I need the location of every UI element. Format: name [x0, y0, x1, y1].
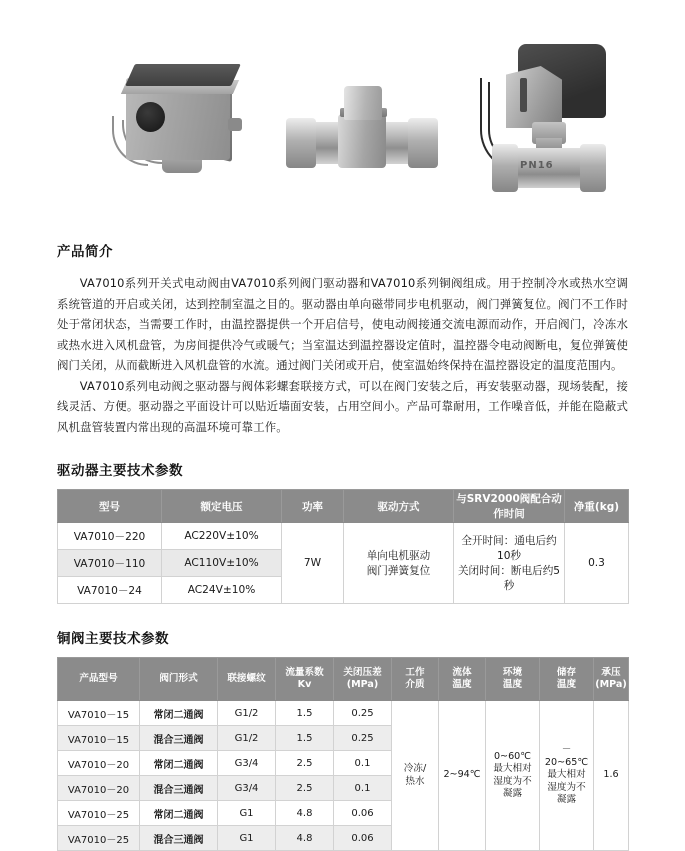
table-header-row [58, 658, 629, 701]
col-header-storage-temperature: 储存 温度 [540, 658, 594, 701]
cell-drive-mode [344, 523, 454, 604]
section-title-product-intro: 产品简介 [57, 244, 113, 260]
cell-thread: G1 [218, 801, 276, 826]
cell-kv: 4.8 [276, 801, 334, 826]
intro-paragraph-2: VA7010系列电动阀之驱动器与阀体彩螺套联接方式，可以在阀门安装之后，再安装驱动器，现场装配，接线灵活、方便。驱动器之平面设计可以贴近墙面安装，占用空间小。产品可靠耐用，工作噪音低，并能在隐蔽式风机盘管装置内常出现的高温环境可靠工作。 [57, 378, 628, 434]
cell-net-weight: 0.3 [565, 523, 629, 604]
col-header-flow-coefficient: 流量系数 Kv [276, 658, 334, 701]
assembly-pressure-marking: PN16 [520, 160, 554, 171]
col-header-power: 功率 [282, 490, 344, 523]
cell-thread: G1/2 [218, 701, 276, 726]
cell-valve-type: 混合三通阀 [140, 826, 218, 851]
cell-kv: 1.5 [276, 701, 334, 726]
cell-ambient-temperature: 0~60℃ 最大相对 湿度为不 凝露 [486, 701, 540, 851]
cell-thread: G3/4 [218, 776, 276, 801]
valve-specs-table [57, 657, 629, 851]
valve-nut-right [408, 118, 438, 168]
cell-fluid-temperature: 2~94℃ [439, 701, 486, 851]
cell-pressure-rating: 1.6 [594, 701, 629, 851]
cell-valve-type: 常闭二通阀 [140, 701, 218, 726]
col-header-close-pressure-diff: 关闭压差 (MPa) [334, 658, 392, 701]
col-header-drive-mode: 驱动方式 [344, 490, 454, 523]
actuator-specs-table [57, 489, 629, 604]
cell-model: VA7010－25 [58, 801, 140, 826]
cell-model: VA7010－24 [58, 577, 162, 604]
cell-valve-type: 混合三通阀 [140, 776, 218, 801]
cell-pressure-diff: 0.06 [334, 826, 392, 851]
valve-nut-left [286, 118, 316, 168]
col-header-rated-voltage: 额定电压 [162, 490, 282, 523]
actuator-top-cover [125, 64, 241, 86]
cell-action-time [454, 523, 565, 604]
col-header-thread: 联接螺纹 [218, 658, 276, 701]
actuator-knob [228, 118, 242, 131]
cell-voltage: AC24V±10% [162, 577, 282, 604]
cell-kv: 4.8 [276, 826, 334, 851]
cell-voltage: AC110V±10% [162, 550, 282, 577]
section-title-actuator-specs: 驱动器主要技术参数 [57, 463, 183, 479]
cell-pressure-diff: 0.25 [334, 701, 392, 726]
table-row [58, 523, 629, 550]
table-header-row [58, 490, 629, 523]
cell-kv: 1.5 [276, 726, 334, 751]
photo-brass-valve-body [282, 78, 442, 190]
cell-pressure-diff: 0.25 [334, 726, 392, 751]
cell-storage-temperature: －20~65℃ 最大相对 湿度为不 凝露 [540, 701, 594, 851]
col-header-ambient-temperature: 环境 温度 [486, 658, 540, 701]
col-header-pressure-rating: 承压 (MPa) [594, 658, 629, 701]
drive-mode-line-2: 阀门弹簧复位 [366, 565, 431, 577]
cell-model: VA7010－15 [58, 726, 140, 751]
photo-assembled-actuator-valve [462, 30, 642, 210]
cell-working-medium: 冷冻/ 热水 [392, 701, 439, 851]
document-content [0, 240, 685, 851]
col-header-valve-type: 阀门形式 [140, 658, 218, 701]
col-header-fluid-temperature: 流体 温度 [439, 658, 486, 701]
cell-model: VA7010－20 [58, 751, 140, 776]
assembly-nameplate [530, 76, 560, 94]
drive-mode-line-1: 单向电机驱动 [366, 550, 431, 562]
photo-valve-actuator-motor [78, 40, 258, 190]
col-header-action-time: 与SRV2000阀配合动作时间 [454, 490, 565, 523]
cell-model: VA7010－110 [58, 550, 162, 577]
intro-paragraph-1: VA7010系列开关式电动阀由VA7010系列阀门驱动器和VA7010系列铜阀组成。用于控制冷水或热水空调系统管道的开启或关闭，达到控制室温之目的。驱动器由单向磁带同步电机驱动，阀门弹簧复位。阀门不工作时处于常闭状态，当需要工作时，由温控器提供一个开启信号，使电动阀接通交流电源而动作，开启阀门，冷冻水或热水进入风机盘管，为房间提供冷气或暖气；当室温达到温控器设定值时，温控器令电动阀断电，复位弹簧使阀门关闭，从而截断进入风机盘管的水流。通过阀门关闭或开启，使室温始终保持在温控器设定的温度范围内。 [57, 276, 628, 372]
cell-kv: 2.5 [276, 776, 334, 801]
valve-stem [344, 86, 382, 120]
cell-valve-type: 混合三通阀 [140, 726, 218, 751]
cell-voltage: AC220V±10% [162, 523, 282, 550]
cell-pressure-diff: 0.1 [334, 776, 392, 801]
col-header-net-weight: 净重(kg) [565, 490, 629, 523]
table-row [58, 701, 629, 726]
product-photo-band [0, 0, 685, 212]
cell-thread: G3/4 [218, 751, 276, 776]
cell-kv: 2.5 [276, 751, 334, 776]
action-time-line-2: 关闭时间：断电后约5秒 [457, 565, 561, 592]
assembly-manual-lever-slot [520, 78, 527, 112]
cell-model: VA7010－20 [58, 776, 140, 801]
cell-valve-type: 常闭二通阀 [140, 751, 218, 776]
cell-pressure-diff: 0.1 [334, 751, 392, 776]
valve-body-marking [348, 140, 374, 154]
section-title-valve-specs: 铜阀主要技术参数 [57, 631, 169, 647]
cell-model: VA7010－15 [58, 701, 140, 726]
cell-model: VA7010－220 [58, 523, 162, 550]
cell-pressure-diff: 0.06 [334, 801, 392, 826]
action-time-line-1: 全开时间：通电后约10秒 [461, 535, 557, 562]
assembly-nut-right [580, 144, 606, 192]
assembly-nut-left [492, 144, 518, 192]
cell-thread: G1/2 [218, 726, 276, 751]
cell-power: 7W [282, 523, 344, 604]
col-header-model: 型号 [58, 490, 162, 523]
actuator-cable-gland [136, 102, 165, 132]
product-intro-body [57, 273, 628, 437]
cell-model: VA7010－25 [58, 826, 140, 851]
cell-valve-type: 常闭二通阀 [140, 801, 218, 826]
cell-thread: G1 [218, 826, 276, 851]
col-header-product-model: 产品型号 [58, 658, 140, 701]
col-header-working-medium: 工作 介质 [392, 658, 439, 701]
